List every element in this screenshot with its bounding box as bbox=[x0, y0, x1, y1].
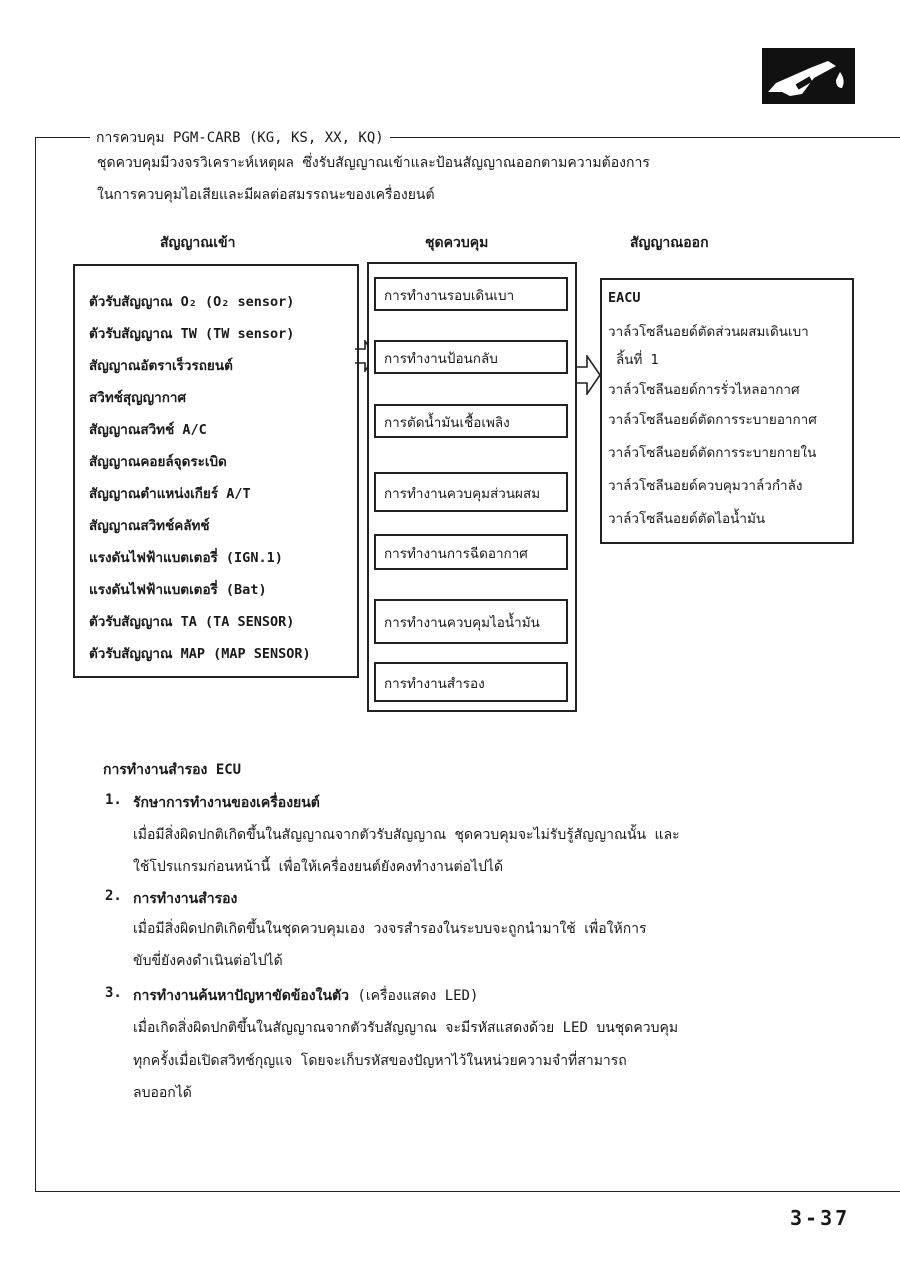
fuel-nozzle-icon bbox=[762, 48, 855, 104]
item-number: 2. bbox=[105, 888, 122, 904]
output-item: วาล์วโซลีนอยด์ตัดการระบายกายใน bbox=[608, 445, 817, 461]
input-item: ตัวรับสัญญาณ MAP (MAP SENSOR) bbox=[89, 646, 311, 662]
item-text: ขับขี่ยังคงดำเนินต่อไปได้ bbox=[133, 953, 283, 969]
input-item: สัญญาณคอยล์จุดระเบิด bbox=[89, 454, 227, 470]
control-function: การทำงานสำรอง bbox=[374, 662, 568, 702]
item-heading: รักษาการทำงานของเครื่องยนต์ bbox=[133, 795, 320, 811]
item-heading-row bbox=[133, 985, 478, 1007]
input-item: ตัวรับสัญญาณ TA (TA SENSOR) bbox=[89, 614, 295, 630]
control-function: การทำงานการฉีดอากาศ bbox=[374, 534, 568, 570]
output-item: วาล์วโซลีนอยด์ควบคุมวาล์วกำลัง bbox=[608, 478, 803, 494]
item-text: ทุกครั้งเมื่อเปิดสวิทช์กุญแจ โดยจะเก็บรหัสของปัญหาไว้ในหน่วยความจำที่สามารถ bbox=[133, 1053, 627, 1069]
item-heading-extra: (เครื่องแสดง LED) bbox=[357, 988, 479, 1004]
intro-line: ในการควบคุมไอเสียและมีผลต่อสมรรถนะของเครื่องยนต์ bbox=[97, 187, 435, 203]
input-item: สัญญาณสวิทช์ A/C bbox=[89, 422, 207, 438]
input-item: สวิทช์สุญญากาศ bbox=[89, 390, 187, 406]
item-text: ลบออกได้ bbox=[133, 1085, 192, 1101]
control-function: การทำงานป้อนกลับ bbox=[374, 340, 568, 374]
control-unit-box bbox=[367, 262, 577, 712]
input-item: แรงดันไฟฟ้าแบตเตอรี่ (Bat) bbox=[89, 582, 267, 598]
item-number: 1. bbox=[105, 792, 122, 808]
intro-line: ชุดควบคุมมีวงจรวิเคราะห์เหตุผล ซึ่งรับสัญญาณเข้าและป้อนสัญญาณออกตามความต้องการ bbox=[97, 155, 650, 171]
item-text: เมื่อมีสิ่งผิดปกติเกิดขึ้นในสัญญาณจากตัวรับสัญญาณ ชุดควบคุมจะไม่รับรู้สัญญาณนั้น และ bbox=[133, 827, 680, 843]
item-heading: การทำงานสำรอง bbox=[133, 891, 238, 907]
item-text: ใช้โปรแกรมก่อนหน้านี้ เพื่อให้เครื่องยนต์ยังคงทำงานต่อไปได้ bbox=[133, 859, 504, 875]
input-item: ตัวรับสัญญาณ O₂ (O₂ sensor) bbox=[89, 294, 295, 310]
output-item: วาล์วโซลีนอยด์ตัดการระบายอากาศ bbox=[608, 412, 817, 428]
output-item: วาล์วโซลีนอยด์ตัดส่วนผสมเดินเบา bbox=[608, 324, 809, 340]
input-item: สัญญาณอัตราเร็วรถยนต์ bbox=[89, 358, 233, 374]
input-item: สัญญาณสวิทช์คลัทช์ bbox=[89, 518, 210, 534]
item-number: 3. bbox=[105, 985, 122, 1001]
page-number: 3-37 bbox=[790, 1206, 851, 1230]
control-function: การทำงานควบคุมไอน้ำมัน bbox=[374, 599, 568, 644]
backup-title: การทำงานสำรอง ECU bbox=[103, 762, 242, 778]
output-header: สัญญาณออก bbox=[630, 235, 709, 251]
control-function: การทำงานรอบเดินเบา bbox=[374, 277, 568, 311]
item-heading: การทำงานค้นหาปัญหาขัดข้องในตัว bbox=[133, 988, 349, 1004]
item-text: เมื่อเกิดสิ่งผิดปกติขึ้นในสัญญาณจากตัวรับสัญญาณ จะมีรหัสแสดงด้วย LED บนชุดควบคุม bbox=[133, 1020, 679, 1036]
output-item: วาล์วโซลีนอยด์ตัดไอน้ำมัน bbox=[608, 511, 766, 527]
output-item: วาล์วโซลีนอยด์การรั่วไหลอากาศ bbox=[608, 382, 800, 398]
output-item: EACU bbox=[608, 290, 641, 306]
input-item: ตัวรับสัญญาณ TW (TW sensor) bbox=[89, 326, 295, 342]
arrow-control-to-output bbox=[575, 355, 603, 395]
input-signals-box bbox=[73, 264, 359, 678]
input-item: แรงดันไฟฟ้าแบตเตอรี่ (IGN.1) bbox=[89, 550, 283, 566]
control-header: ชุดควบคุม bbox=[425, 235, 489, 251]
input-item: สัญญาณตำแหน่งเกียร์ A/T bbox=[89, 486, 251, 502]
item-text: เมื่อมีสิ่งผิดปกติเกิดขึ้นในชุดควบคุมเอง วงจรสำรองในระบบจะถูกนำมาใช้ เพื่อให้การ bbox=[133, 921, 647, 937]
control-function: การทำงานควบคุมส่วนผสม bbox=[374, 472, 568, 512]
control-function: การตัดน้ำมันเชื้อเพลิง bbox=[374, 404, 568, 438]
section-title: การควบคุม PGM-CARB (KG, KS, XX, KQ) bbox=[90, 127, 390, 149]
output-signals-box bbox=[600, 278, 854, 544]
output-item: ลิ้นที่ 1 bbox=[616, 352, 659, 368]
input-header: สัญญาณเข้า bbox=[160, 235, 236, 251]
